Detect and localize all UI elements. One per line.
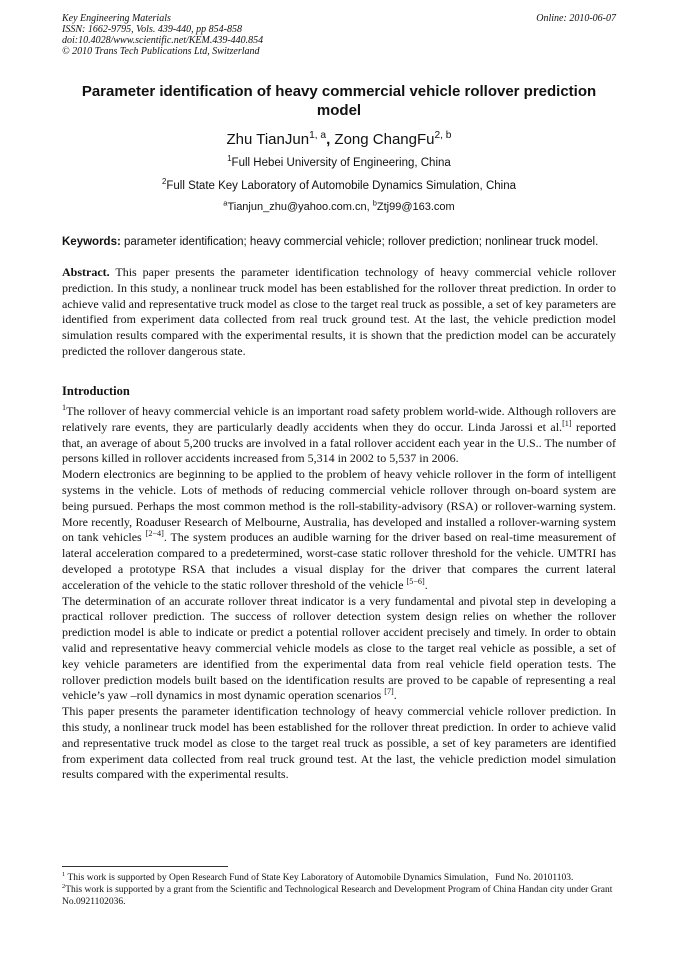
keywords-label: Keywords: — [62, 236, 121, 248]
keywords — [62, 236, 616, 249]
footnotes — [62, 872, 618, 908]
paragraph-text: . — [424, 577, 428, 592]
online-date: Online: 2010-06-07 — [536, 13, 616, 24]
paragraph-text: reported that, an average of about 5,200 trucks are involved in a fatal rollover accident each year in the U.S.. The number of persons killed in rollover accidents increased from 5,314 in 2002 to 5,537 in 2006. — [62, 419, 616, 466]
paragraph-text: The determination of an accurate rollover threat indicator is a very fundamental and pivotal step in developing a practical rollover prediction. The success of rollover detection system design relies on whether the rollover prediction model is able to indicate or predict a potential rollover accident precisely and timely. In order to obtain valid and representative heavy commercial vehicle models as close to the target real vehicle as possible, a set of key vehicle parameters are identified from the experimental data from real vehicle field operation tests. The rollover prediction models built based on the identification results are proved to be capable of representing a real vehicle’s yaw –roll dynamics in most dynamic operation scenarios — [62, 593, 616, 703]
footnote-text: This work is supported by a grant from the Scientific and Technological Research and Development Program of China Handan city under Grant No.0921102036. — [62, 885, 613, 907]
paragraph — [62, 404, 616, 467]
footnote-mark: 1 — [62, 403, 67, 412]
abstract-label: Abstract. — [62, 265, 110, 279]
footnote — [62, 872, 618, 884]
author-mark: 2, b — [434, 130, 452, 141]
issn-line: ISSN: 1662-9795, Vols. 439-440, pp 854-858 — [62, 24, 242, 35]
paragraph — [62, 594, 616, 705]
affiliation — [62, 177, 616, 192]
affiliation-text: Full Hebei University of Engineering, China — [231, 157, 451, 169]
author-name: Zong ChangFu — [334, 131, 435, 148]
citation[interactable]: [2−4] — [145, 529, 164, 539]
email-line — [62, 198, 616, 213]
abstract-text: This paper presents the parameter identification technology of heavy commercial vehicle rollover prediction. In this study, a nonlinear truck model has been established for the rollover threat prediction. In order to achieve valid and representative truck model as close to the target real truck as possible, a set of key parameters are identified from experiment data collected from real truck ground test. At the last, the vehicle prediction model simulation results compared with the experimental results, it is shown that the prediction model can be accurately predicted the rollover dangerous state. — [62, 265, 616, 358]
email-mark: a — [223, 198, 228, 208]
paragraph — [62, 467, 616, 593]
paragraph: This paper presents the parameter identification technology of heavy commercial vehicle rollover prediction. In this study, a nonlinear truck model has been established for the rollover threat prediction. In order to achieve valid and representative truck model as close to the target real truck as possible, a set of key parameters are identified from experiment data collected from real truck ground test. At the last, the vehicle prediction model simulation results compared with the experimental results. — [62, 704, 616, 782]
paragraph-text: The rollover of heavy commercial vehicle is an important road safety problem world-wide. Although rollovers are relatively rare events, they are particularly deadly accidents when they do occur. Linda Jarossi et al. — [62, 404, 616, 434]
running-header — [62, 13, 263, 57]
citation[interactable]: [5−6] — [406, 576, 425, 586]
citation[interactable]: [1] — [562, 418, 572, 428]
footnote-divider — [62, 866, 228, 867]
footnote-mark: 2 — [62, 882, 66, 890]
author-line — [62, 131, 616, 148]
author-separator: , — [326, 131, 335, 148]
citation[interactable]: [7] — [384, 687, 394, 697]
footnote-text: This work is supported by Open Research Fund of State Key Laboratory of Automobile Dynamics Simulation，Fund No. 20101103. — [65, 873, 574, 883]
email-address[interactable]: Ztj99@163.com — [376, 201, 455, 213]
section-heading: Introduction — [62, 384, 130, 398]
paragraph-text: . The system produces an audible warning for the driver based on real-time measurement of lateral acceleration compared to a predetermined, worst-case static rollover threshold for the vehicle. UMTRI has developed a prototype RSA that includes a visual display for the driver that compares the current lateral acceleration of the vehicle to the static rollover threshold of the vehicle — [62, 530, 616, 592]
paper-title: Parameter identification of heavy commercial vehicle rollover prediction model — [81, 83, 597, 119]
paragraph-text: Modern electronics are beginning to be applied to the problem of heavy vehicle rollover in the form of intelligent systems in the vehicle. Lots of methods of reducing commercial vehicle rollover through on-board system are being pursued. Perhaps the most common method is the roll-stability-advisory (RSA) or rollover-warning system. More recently, Roaduser Research of Melbourne, Australia, has developed and installed a rollover-warning system on tank vehicles — [62, 467, 616, 545]
paragraph-text: . — [393, 688, 397, 703]
copyright-line: © 2010 Trans Tech Publications Ltd, Switzerland — [62, 46, 260, 57]
affiliation-mark: 2 — [161, 177, 167, 187]
affiliation-text: Full State Key Laboratory of Automobile Dynamics Simulation, China — [166, 180, 516, 192]
introduction-body — [62, 404, 616, 783]
keywords-text: parameter identification; heavy commercial vehicle; rollover prediction; nonlinear truck model. — [120, 236, 599, 248]
affiliation-mark: 1 — [227, 154, 232, 164]
email-mark: b — [372, 198, 377, 208]
author-mark: 1, a — [309, 130, 327, 141]
email-separator: , — [366, 201, 373, 213]
affiliation — [62, 154, 616, 169]
doi-line: doi:10.4028/www.scientific.net/KEM.439-440.854 — [62, 35, 264, 46]
email-address[interactable]: Tianjun_zhu@yahoo.com.cn — [227, 201, 367, 213]
footnote — [62, 884, 618, 908]
abstract — [62, 265, 616, 360]
journal-name: Key Engineering Materials — [62, 13, 171, 24]
footnote-mark: 1 — [62, 870, 66, 878]
author-name: Zhu TianJun — [226, 131, 310, 148]
